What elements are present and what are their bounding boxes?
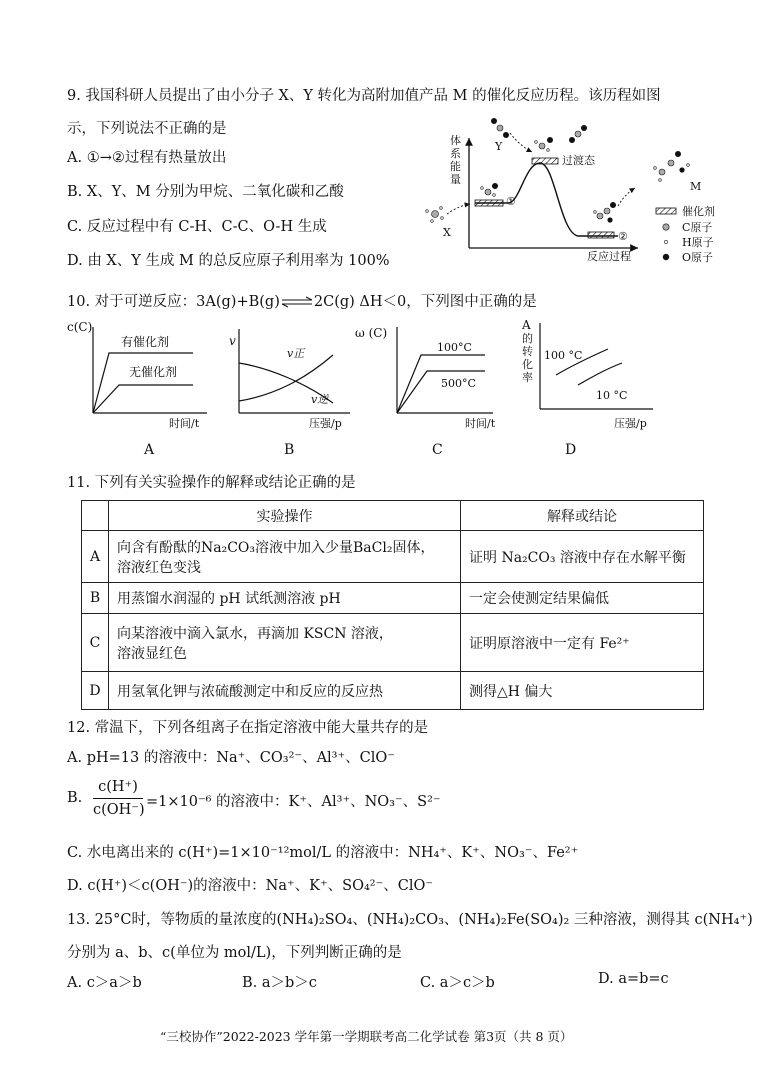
legend-c-swatch [663, 224, 669, 230]
legend-h-swatch [664, 240, 667, 243]
table-header-key [82, 501, 109, 531]
catalyst-state2 [588, 232, 614, 238]
table-row [82, 614, 704, 672]
fraction-numerator: c(H⁺) [98, 779, 138, 795]
row-operation: 用氢氧化钾与浓硫酸测定中和反应的反应热 [109, 672, 461, 710]
graph-d-ylabel-4: 化 [522, 358, 533, 371]
y-axis-label-1: 体 [450, 134, 461, 147]
molecule-state1 [481, 183, 498, 196]
q12-option-a: A. pH=13 的溶液中：Na⁺、CO₃²⁻、Al³⁺、ClO⁻ [67, 750, 395, 766]
molecule-y [491, 118, 509, 138]
graph-c-curve2-label: 500°C [441, 377, 476, 390]
row-operation [109, 531, 461, 583]
q10-stem [67, 290, 537, 311]
molecule-m [654, 151, 690, 181]
legend-h: H原子 [682, 236, 714, 249]
q11-stem: 11. 下列有关实验操作的解释或结论正确的是 [67, 475, 356, 491]
graph-b-curve2-label: v逆 [311, 393, 329, 406]
table-header-row [82, 501, 704, 531]
row-operation: 用蒸馏水润湿的 pH 试纸测溶液 pH [109, 583, 461, 614]
row-operation [109, 614, 461, 672]
row-operation-line1: 向含有酚酞的Na₂CO₃溶液中加入少量BaCl₂固体， [117, 539, 435, 556]
graph-d [518, 313, 658, 433]
page-footer: “三校协作”2022-2023 学年第一学期联考高二化学试卷 第3页（共 8 页） [160, 1029, 573, 1044]
molecule-transition [535, 137, 553, 151]
q12-option-c: C. 水电离出来的 c(H⁺)=1×10⁻¹²mol/L 的溶液中：NH₄⁺、K⁺、NO₃⁻、Fe²⁺ [67, 845, 579, 861]
table-header-conclusion: 解释或结论 [461, 501, 704, 531]
energy-profile-figure [420, 108, 735, 268]
q13-option-c: C. a＞c＞b [420, 975, 495, 991]
q12-option-b-letter: B. [67, 790, 83, 806]
catalyst-transition [532, 158, 558, 164]
graph-b-ylabel: v [229, 334, 236, 348]
row-operation-line2: 溶液红色变浅 [117, 559, 201, 576]
row-conclusion: 一定会使测定结果偏低 [461, 583, 704, 614]
molecule-state2 [594, 202, 616, 223]
graph-a-curve2-label: 无催化剂 [129, 365, 178, 379]
label-y: Y [495, 140, 503, 153]
q10-stem-suffix: 2C(g) ΔH＜0，下列图中正确的是 [313, 294, 537, 310]
graph-b-letter: B [284, 442, 295, 458]
table-row [82, 531, 704, 583]
fraction-denominator: c(OH⁻) [93, 802, 145, 818]
row-conclusion: 测得△H 偏大 [461, 672, 704, 710]
legend-o: O原子 [682, 251, 714, 264]
row-key: D [82, 672, 109, 710]
molecule-x [426, 207, 444, 223]
q9-option-b: B. X、Y、M 分别为甲烷、二氧化碳和乙酸 [67, 184, 344, 200]
graph-c-ylabel: ω (C) [355, 326, 388, 340]
q12-stem: 12. 常温下，下列各组离子在指定溶液中能大量共存的是 [67, 720, 429, 736]
graph-a-xlabel: 时间/t [169, 417, 200, 430]
graph-d-xlabel: 压强/p [614, 417, 647, 430]
row-conclusion: 证明 Na₂CO₃ 溶液中存在水解平衡 [461, 531, 704, 583]
graph-d-ylabel-3: 转 [522, 345, 533, 358]
graph-d-curve1-label: 100 °C [544, 349, 583, 362]
graph-a-letter: A [144, 442, 155, 458]
row-key: B [82, 583, 109, 614]
q13-option-d: D. a=b=c [598, 971, 669, 987]
q9-stem-line1: 9. 我国科研人员提出了由小分子 X、Y 转化为高附加值产品 M 的催化反应历程。该历程如图 [67, 88, 661, 104]
row-conclusion: 证明原溶液中一定有 Fe²⁺ [461, 614, 704, 672]
graph-c [355, 313, 495, 433]
graph-d-ylabel-5: 率 [522, 371, 533, 384]
y-axis-label-4: 量 [450, 173, 461, 186]
graph-a-curve-catalyst [93, 353, 193, 413]
molecule-y-near [569, 125, 587, 143]
graph-a-curve1-label: 有催化剂 [121, 335, 170, 349]
state2-label: ② [618, 230, 628, 243]
equilibrium-arrow-icon [280, 296, 314, 308]
q9-option-a: A. ①→②过程有热量放出 [67, 150, 227, 166]
graph-a-ylabel: c(C) [67, 320, 93, 334]
q9-option-c: C. 反应过程中有 C-H、C-C、O-H 生成 [67, 219, 327, 235]
transition-state-label: 过渡态 [562, 154, 595, 167]
graph-c-xlabel: 时间/t [465, 417, 495, 430]
catalyst-state1 [475, 200, 503, 206]
legend-c: C原子 [682, 221, 713, 234]
state1-label: ① [506, 195, 516, 208]
q12-option-d: D. c(H⁺)＜c(OH⁻)的溶液中：Na⁺、K⁺、SO₄²⁻、ClO⁻ [67, 878, 434, 894]
graph-d-ylabel-1: A [522, 318, 531, 332]
graph-a-curve-no-catalyst [93, 385, 193, 413]
graph-d-curve2-label: 10 °C [596, 389, 628, 402]
legend-catalyst-swatch [656, 208, 676, 214]
label-m: M [690, 180, 702, 193]
graph-d-ylabel-2: 的 [522, 332, 533, 345]
row-operation-line2: 溶液显红色 [117, 645, 187, 662]
energy-curve [475, 163, 618, 236]
graph-b [225, 313, 355, 433]
label-x: X [443, 226, 451, 239]
row-key: A [82, 531, 109, 583]
graph-b-curve1-label: v正 [287, 347, 305, 360]
q12-option-b-rest: =1×10⁻⁶ 的溶液中：K⁺、Al³⁺、NO₃⁻、S²⁻ [146, 794, 441, 810]
q12-option-b-fraction [93, 777, 143, 820]
y-axis-label-3: 能 [450, 160, 461, 173]
q13-option-b: B. a＞b＞c [242, 975, 317, 991]
q9-stem-line2: 示，下列说法不正确的是 [67, 121, 227, 137]
q13-stem-line1: 13. 25°C时，等物质的量浓度的(NH₄)₂SO₄、(NH₄)₂CO₃、(NH₄)₂Fe(SO₄)₂ 三种溶液，测得其 c(NH₄⁺) [67, 912, 753, 928]
row-operation-line1: 向某溶液中滴入氯水，再滴加 KSCN 溶液， [117, 625, 393, 642]
graph-d-curve-10 [578, 363, 622, 385]
legend-catalyst: 催化剂 [682, 205, 715, 218]
graph-a [67, 313, 207, 433]
table-row [82, 672, 704, 710]
table-row [82, 583, 704, 614]
experiment-table [81, 500, 704, 710]
graph-c-letter: C [432, 442, 443, 458]
q13-stem-line2: 分别为 a、b、c(单位为 mol/L)，下列判断正确的是 [67, 945, 402, 961]
legend-o-swatch [663, 254, 669, 260]
x-axis-label: 反应过程 [587, 250, 631, 263]
y-axis-label-2: 系 [450, 147, 461, 160]
row-key: C [82, 614, 109, 672]
graph-c-curve1-label: 100°C [437, 341, 472, 354]
graph-d-letter: D [565, 442, 577, 458]
table-header-operation: 实验操作 [109, 501, 461, 531]
q10-stem-prefix: 10. 对于可逆反应：3A(g)+B(g) [67, 294, 280, 310]
graph-b-xlabel: 压强/p [309, 417, 342, 430]
q9-option-d: D. 由 X、Y 生成 M 的总反应原子利用率为 100% [67, 253, 390, 269]
q13-option-a: A. c＞a＞b [67, 975, 142, 991]
